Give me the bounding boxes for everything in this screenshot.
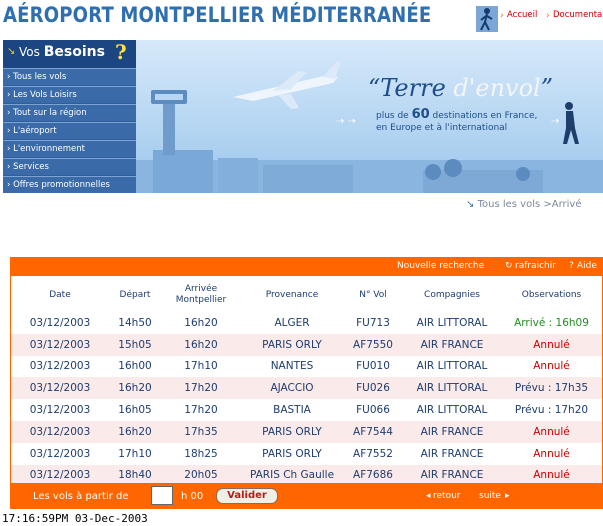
col-observations: Observations — [521, 289, 582, 300]
subtitle-part: destinations en France, — [429, 111, 538, 121]
cell-provenance: NANTES — [270, 360, 314, 373]
walking-man-icon — [476, 6, 498, 32]
slogan-accent: d'envol — [453, 74, 541, 102]
cell-compagnie: AIR LITTORAL — [416, 404, 488, 417]
sidebar-item-services[interactable]: › Services — [3, 158, 136, 175]
col-arrivee: Arrivée Montpellier — [175, 284, 227, 305]
breadcrumb-text[interactable]: Tous les vols >Arrivé — [477, 199, 582, 210]
subtitle-part: plus de — [376, 111, 412, 121]
refresh-link[interactable]: rafraichir — [515, 261, 556, 271]
cell-compagnie: AIR FRANCE — [420, 447, 484, 460]
cell-date: 03/12/2003 — [11, 421, 109, 443]
cell-provenance: PARIS ORLY — [241, 421, 343, 443]
banner-slogan — [368, 74, 553, 102]
sidebar — [3, 40, 136, 193]
cell-vol: FU713 — [356, 316, 390, 329]
cell-provenance: ALGER — [274, 316, 310, 329]
cell-date: 03/12/2003 — [29, 447, 91, 460]
cell-vol: FU026 — [343, 377, 403, 399]
subtitle-number: 60 — [411, 107, 430, 122]
next-link[interactable]: suite — [479, 491, 501, 501]
refresh-icon[interactable]: ↻ — [505, 261, 513, 271]
cell-depart: 18h40 — [109, 465, 161, 487]
cell-arrivee: 16h20 — [161, 334, 241, 356]
back-link[interactable]: retour — [433, 491, 461, 501]
arrow-right-icon: › — [500, 11, 504, 21]
cell-date: 03/12/2003 — [11, 334, 109, 356]
col-date: Date — [49, 289, 71, 300]
table-row — [11, 421, 602, 443]
cell-date: 03/12/2003 — [11, 465, 109, 487]
arrow-icon: ↘ — [466, 199, 475, 210]
flights-table — [11, 278, 602, 486]
table-row — [11, 356, 602, 378]
cell-date: 03/12/2003 — [29, 316, 91, 329]
table-row — [11, 399, 602, 421]
cell-vol: FU066 — [356, 404, 390, 417]
col-provenance: Provenance — [265, 289, 319, 300]
cell-depart: 15h05 — [109, 334, 161, 356]
banner-subtitle — [376, 109, 537, 134]
cell-arrivee: 17h20 — [184, 404, 218, 417]
cell-arrivee: 17h35 — [161, 421, 241, 443]
cell-provenance: BASTIA — [273, 404, 311, 417]
cell-compagnie: AIR FRANCE — [403, 334, 501, 356]
arrow-right-icon: ▸ — [505, 491, 510, 501]
cell-date: 03/12/2003 — [11, 377, 109, 399]
cell-provenance: AJACCIO — [241, 377, 343, 399]
cell-vol: AF7552 — [353, 447, 393, 460]
col-compagnies: Compagnies — [424, 289, 480, 300]
new-search-link[interactable]: Nouvelle recherche — [397, 261, 485, 271]
cell-depart: 16h20 — [109, 421, 161, 443]
cell-vol: AF7686 — [343, 465, 403, 487]
subtitle-line2: en Europe et à l'international — [376, 123, 508, 133]
cell-provenance: PARIS Ch Gaulle — [241, 465, 343, 487]
sidebar-header — [3, 40, 136, 68]
cell-observation: Annulé — [501, 334, 602, 356]
flights-panel — [10, 257, 603, 509]
cell-vol: AF7544 — [343, 421, 403, 443]
cell-depart: 16h20 — [109, 377, 161, 399]
table-row — [11, 443, 602, 465]
cell-depart: 16h05 — [118, 404, 152, 417]
cell-observation: Annulé — [501, 421, 602, 443]
hour-suffix: h 00 — [181, 491, 204, 502]
sidebar-title-big: Besoins — [43, 44, 105, 60]
svg-text:⇢: ⇢ — [551, 116, 560, 127]
sidebar-title-small: Vos — [19, 45, 40, 59]
col-vol: N° Vol — [359, 289, 387, 300]
sidebar-title — [19, 44, 105, 60]
cell-vol: FU010 — [356, 360, 390, 373]
cell-compagnie: AIR FRANCE — [403, 421, 501, 443]
table-header-row — [11, 278, 602, 312]
cell-arrivee: 16h20 — [184, 316, 218, 329]
nav-link-documentation[interactable]: Documenta — [553, 10, 603, 20]
slogan-close: ” — [540, 74, 553, 102]
table-row — [11, 334, 602, 356]
cell-compagnie: AIR FRANCE — [403, 465, 501, 487]
cell-compagnie: AIR LITTORAL — [403, 377, 501, 399]
top-nav — [474, 6, 603, 32]
table-row — [11, 312, 602, 334]
cell-arrivee: 17h10 — [184, 360, 218, 373]
arrow-right-icon: › — [546, 11, 550, 21]
help-link[interactable]: Aide — [577, 261, 597, 271]
cell-depart: 17h10 — [118, 447, 152, 460]
cell-depart: 14h50 — [118, 316, 152, 329]
cell-provenance: PARIS ORLY — [262, 447, 322, 460]
sidebar-item-tous-les-vols[interactable]: › Tous les vols — [3, 68, 136, 85]
help-icon[interactable]: ? — [569, 261, 574, 271]
cell-depart: 16h00 — [118, 360, 152, 373]
question-icon[interactable]: ? — [115, 40, 127, 64]
site-title: AÉROPORT MONTPELLIER MÉDITERRANÉE — [3, 3, 432, 27]
panel-footer — [11, 483, 602, 509]
cell-date: 03/12/2003 — [29, 404, 91, 417]
cell-arrivee: 20h05 — [161, 465, 241, 487]
slogan-open: “Terre — [368, 74, 454, 102]
timestamp: 17:16:59PM 03-Dec-2003 — [2, 512, 148, 525]
cell-compagnie: AIR LITTORAL — [416, 360, 488, 373]
breadcrumb — [466, 199, 581, 210]
nav-link-accueil[interactable]: Accueil — [507, 10, 538, 20]
sidebar-item-offres[interactable]: › Offres promotionnelles — [3, 176, 136, 193]
panel-toolbar — [11, 258, 602, 276]
sidebar-item-vols-loisirs[interactable]: › Les Vols Loisirs — [3, 86, 136, 103]
cell-vol: AF7550 — [343, 334, 403, 356]
arrow-icon: ↘ — [7, 46, 16, 57]
svg-text:⇢ ⇢: ⇢ ⇢ — [336, 116, 356, 127]
cell-arrivee: 18h25 — [184, 447, 218, 460]
validate-button[interactable]: Valider — [216, 488, 278, 504]
cell-date: 03/12/2003 — [29, 360, 91, 373]
cell-observation: Arrivé : 16h09 — [514, 316, 589, 329]
cell-arrivee: 17h20 — [161, 377, 241, 399]
cell-compagnie: AIR LITTORAL — [416, 316, 488, 329]
table-row — [11, 377, 602, 399]
cell-provenance: PARIS ORLY — [241, 334, 343, 356]
sidebar-item-aeroport[interactable]: › L'aéroport — [3, 122, 136, 139]
from-label: Les vols à partir de — [33, 491, 129, 502]
cell-observation: Prévu : 17h35 — [501, 377, 602, 399]
arrow-left-icon: ◂ — [426, 491, 431, 501]
sidebar-item-region[interactable]: › Tout sur la région — [3, 104, 136, 121]
cell-observation: Annulé — [501, 465, 602, 487]
col-depart: Départ — [119, 289, 151, 300]
hour-input[interactable] — [151, 486, 173, 505]
cell-observation: Annulé — [533, 447, 570, 460]
cell-observation: Annulé — [533, 360, 570, 373]
sidebar-item-environnement[interactable]: › L'environnement — [3, 140, 136, 157]
cell-observation: Prévu : 17h20 — [514, 404, 589, 417]
